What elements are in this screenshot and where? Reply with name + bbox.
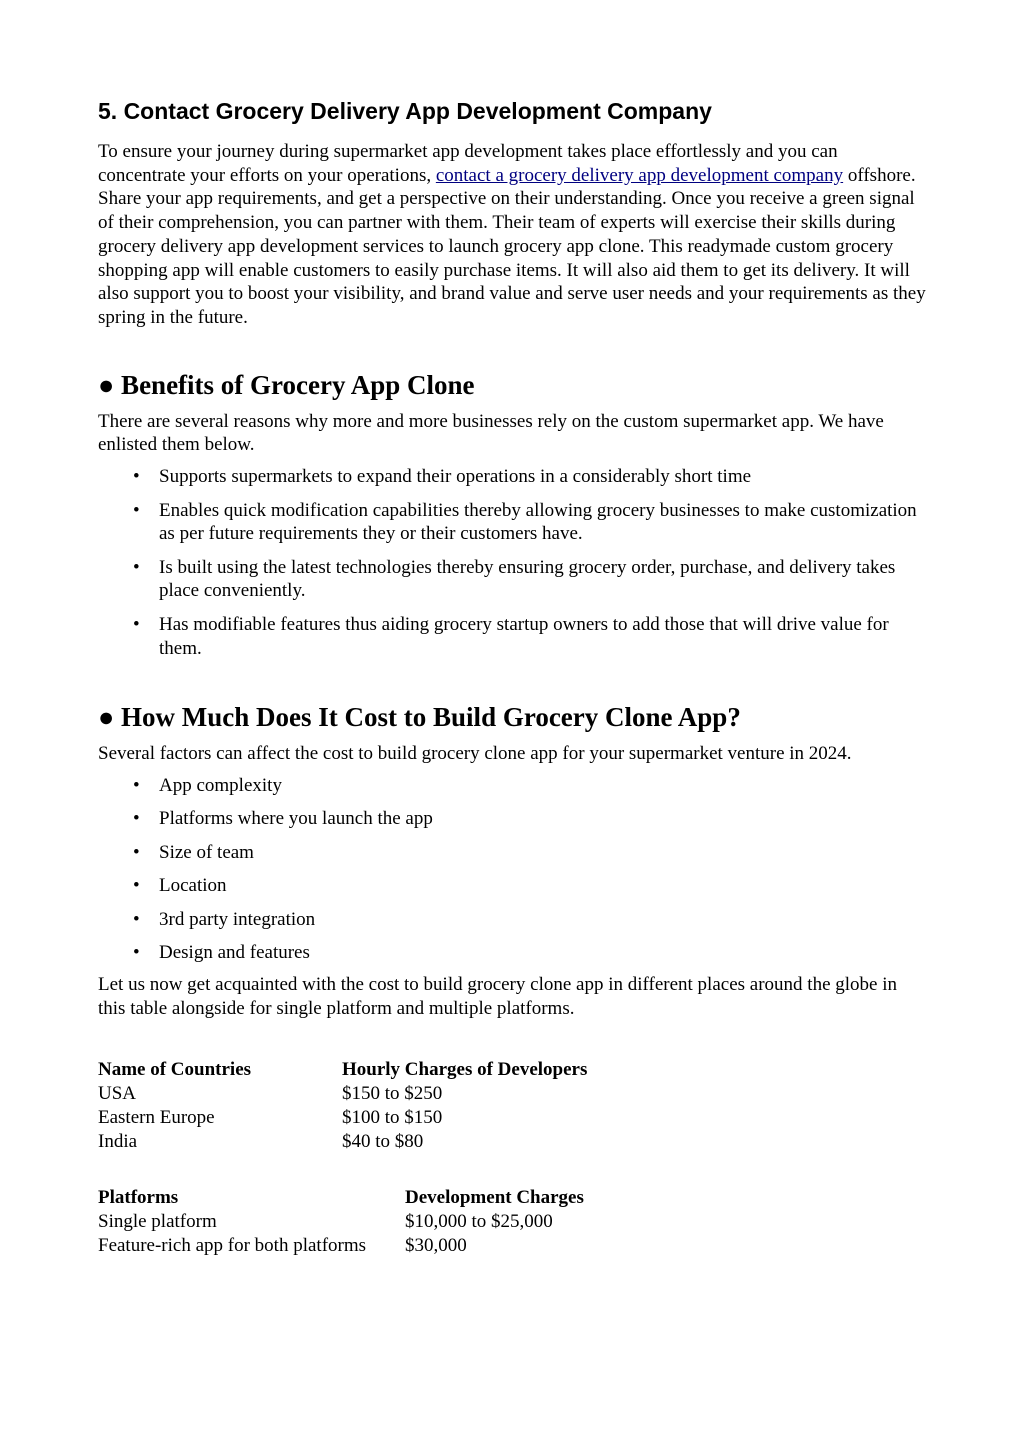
contact-text-before: To ensure your journey during supermarket app development takes place effortlessly and you can concentrate your efforts on your operations, (98, 141, 838, 186)
table-cell: USA (98, 1083, 137, 1105)
table-header-row (98, 1058, 587, 1082)
list-item (98, 613, 928, 660)
table-cell: India (98, 1130, 138, 1152)
document-page (98, 96, 928, 1258)
list-item-text: Size of team (159, 841, 254, 863)
table-cell: Feature-rich app for both platforms (98, 1235, 367, 1257)
contact-paragraph (98, 140, 928, 330)
list-item-text: Has modifiable features thus aiding grocery startup owners to add those that will drive value for them. (159, 613, 889, 659)
bullet-icon: • (133, 774, 140, 796)
bullet-icon: • (133, 841, 140, 863)
spacer (98, 670, 928, 700)
list-item (98, 465, 928, 489)
contact-company-link[interactable]: contact a grocery delivery app development company (435, 164, 844, 186)
spacer (98, 1020, 928, 1058)
table-row (98, 1106, 587, 1130)
table-cell: Eastern Europe (98, 1106, 215, 1128)
list-item (98, 908, 928, 932)
table-cell: $150 to $250 (342, 1083, 443, 1105)
platforms-cost-table (98, 1186, 584, 1257)
list-item (98, 499, 928, 546)
table-header-cell: Platforms (98, 1187, 179, 1209)
contact-text-after: offshore. Share your app requirements, and get a perspective on their understanding. Once you receive a green signal of their comprehension, you can partner with them. Their team of experts will exercise their skills during grocery delivery app development services to launch grocery app clone. This readymade custom grocery shopping app will enable customers to easily purchase items. It will also aid them to get its delivery. It will also support you to boost your visibility, and brand value and serve user needs and your requirements as they spring in the future. (98, 164, 926, 328)
table-row (98, 1210, 584, 1234)
list-item-text: Enables quick modification capabilities thereby allowing grocery businesses to make customization as per future requirements they or their customers have. (159, 499, 917, 545)
spacer (98, 330, 928, 368)
list-item-text: App complexity (159, 774, 282, 796)
table-cell: $40 to $80 (342, 1130, 424, 1152)
bullet-icon: • (133, 808, 140, 830)
bullet-icon: • (133, 556, 140, 578)
section-heading-benefits: ● Benefits of Grocery App Clone (98, 369, 475, 400)
list-item (98, 807, 928, 831)
benefits-intro: There are several reasons why more and more businesses rely on the custom supermarket app. We have enlisted them below. (98, 410, 884, 456)
table-cell: $10,000 to $25,000 (405, 1211, 553, 1233)
section-heading-cost: ● How Much Does It Cost to Build Grocery Clone App? (98, 702, 741, 733)
table-header-row (98, 1186, 584, 1210)
table-row (98, 1234, 584, 1258)
table-cell: $100 to $150 (342, 1106, 443, 1128)
table-header-cell: Development Charges (405, 1187, 584, 1209)
list-item (98, 941, 928, 965)
table-cell: $30,000 (405, 1235, 467, 1257)
table-row (98, 1082, 587, 1106)
list-item (98, 774, 928, 798)
list-item-text: Is built using the latest technologies thereby ensuring grocery order, purchase, and delivery takes place conveniently. (159, 556, 896, 602)
countries-cost-table (98, 1058, 587, 1153)
table-header-cell: Name of Countries (98, 1059, 252, 1081)
section-heading-contact: 5. Contact Grocery Delivery App Development Company (98, 98, 712, 124)
table-cell: Single platform (98, 1211, 217, 1233)
list-item-text: 3rd party integration (159, 908, 316, 930)
bullet-icon: • (133, 875, 140, 897)
cost-factors-list (98, 774, 928, 965)
bullet-icon: • (133, 908, 140, 930)
cost-outro: Let us now get acquainted with the cost to build grocery clone app in different places around the globe in this table alongside for single platform and multiple platforms. (98, 973, 897, 1019)
list-item-text: Supports supermarkets to expand their operations in a considerably short time (159, 466, 752, 488)
list-item (98, 841, 928, 865)
benefits-list (98, 465, 928, 660)
list-item-text: Design and features (159, 942, 310, 964)
list-item (98, 874, 928, 898)
table-row (98, 1130, 587, 1154)
bullet-icon: • (133, 942, 140, 964)
list-item (98, 556, 928, 603)
list-item-text: Location (159, 875, 227, 897)
table-header-cell: Hourly Charges of Developers (342, 1059, 588, 1081)
bullet-icon: • (133, 613, 140, 635)
spacer (98, 1153, 928, 1186)
bullet-icon: • (133, 499, 140, 521)
bullet-icon: • (133, 466, 140, 488)
list-item-text: Platforms where you launch the app (159, 808, 433, 830)
cost-intro: Several factors can affect the cost to build grocery clone app for your supermarket venture in 2024. (98, 743, 852, 765)
